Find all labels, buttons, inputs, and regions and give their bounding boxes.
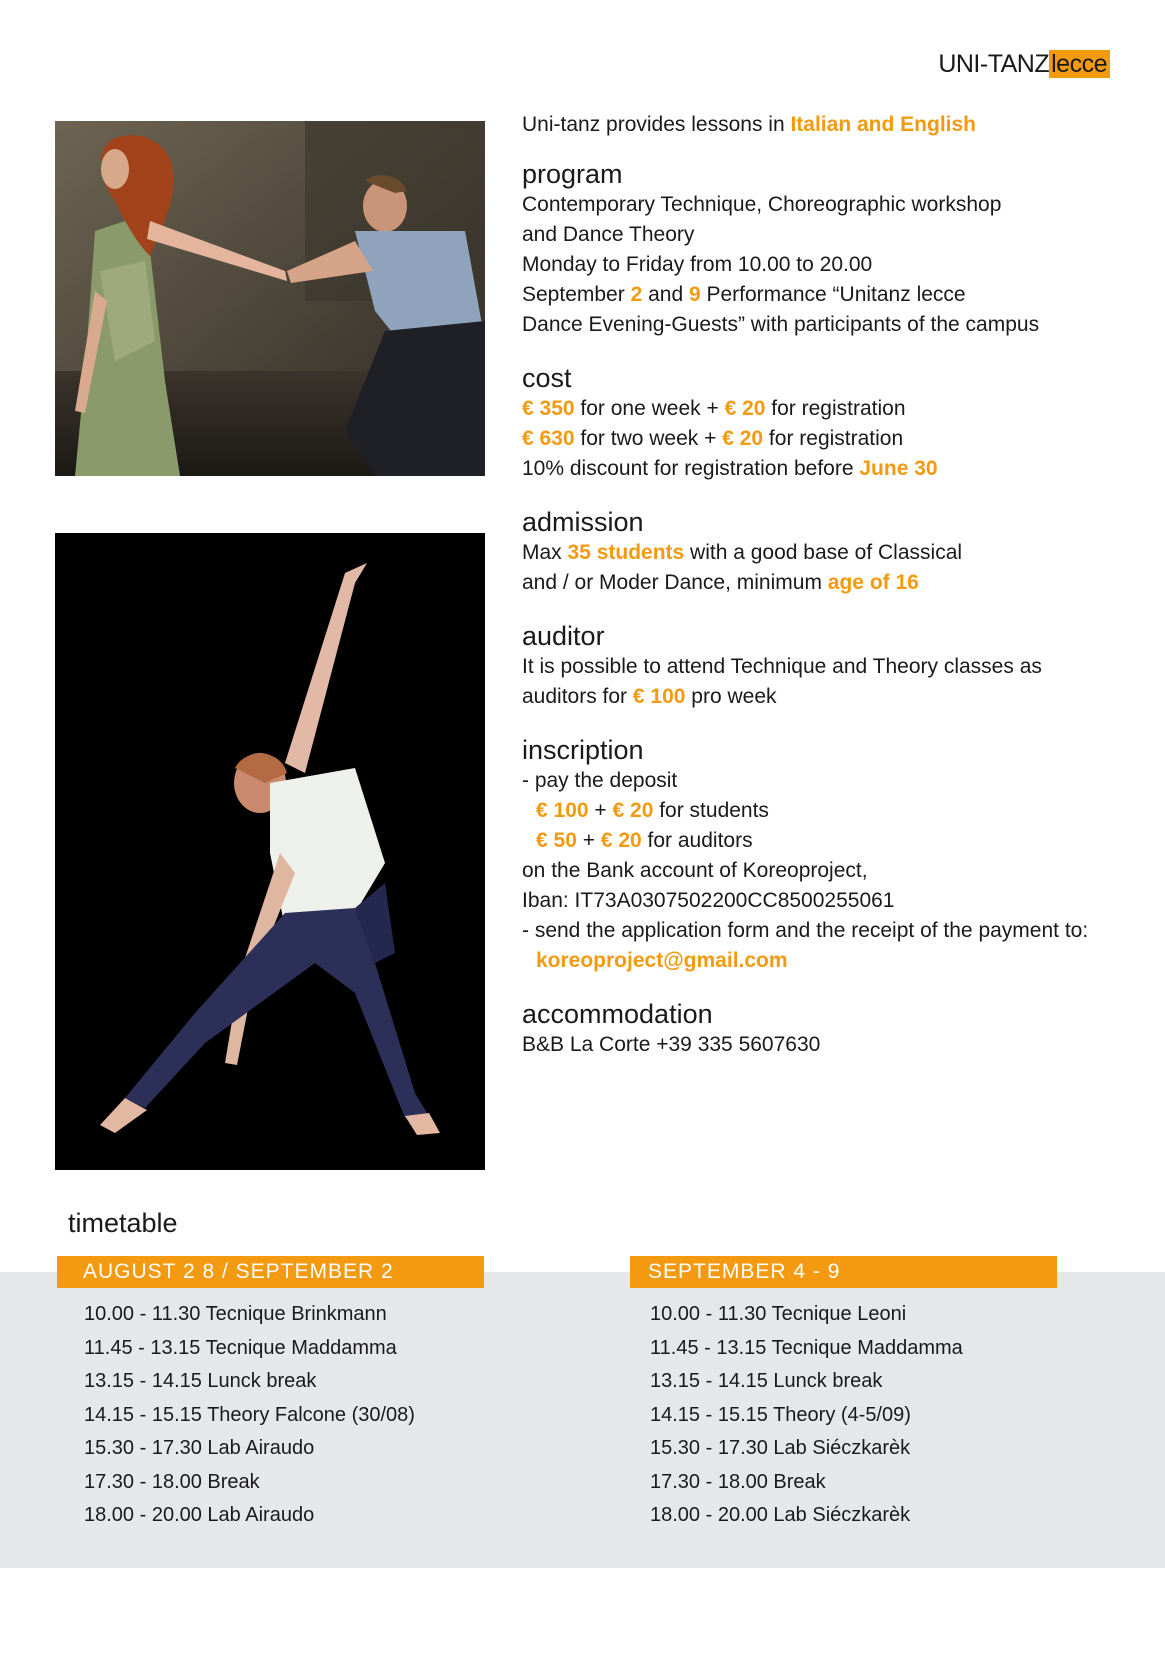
deposit-students-amount: € 100 — [536, 799, 589, 822]
deposit-auditors-amount: € 50 — [536, 829, 577, 852]
program-line-4-c: and — [642, 283, 689, 306]
duo-dancers-photo — [55, 121, 485, 476]
inscription-heading: inscription — [522, 735, 644, 765]
auditor-l2-a: auditors for — [522, 685, 633, 708]
deposit-students-label: for students — [653, 799, 769, 822]
program-line-4-e: Performance “Unitanz lecce — [700, 283, 966, 306]
admission-l1-c: with a good base of Classical — [684, 541, 963, 564]
inscription-email-line — [522, 946, 1137, 976]
schedule-row: 15.30 - 17.30 Lab Siéczkarèk — [650, 1437, 911, 1459]
program-heading: program — [522, 159, 623, 189]
brand-title — [938, 50, 1110, 79]
admission-line-1 — [522, 538, 1137, 568]
schedule-row: 14.15 - 15.15 Theory (4-5/09) — [650, 1403, 911, 1426]
cost-row-2-fee: € 20 — [722, 427, 764, 450]
inscription-send: - send the application form and the receipt of the payment to: — [522, 919, 1089, 942]
iban-label: Iban: — [522, 889, 575, 912]
auditor-line-1: It is possible to attend Technique and Theory classes as — [522, 655, 1042, 678]
solo-dancer-photo — [55, 533, 485, 1170]
schedule-row: 18.00 - 20.00 Lab Siéczkarèk — [650, 1504, 911, 1526]
auditor-heading: auditor — [522, 621, 605, 651]
schedule-row: 10.00 - 11.30 Tecnique Leoni — [650, 1303, 907, 1325]
auditor-line-2 — [522, 682, 1137, 712]
schedule-row: 18.00 - 20.00 Lab Airaudo — [84, 1504, 315, 1526]
deposit-students-plus: + — [588, 799, 613, 822]
iban-value: IT73A0307502200CC8500255061 — [574, 889, 895, 912]
deposit-auditors-plus: + — [576, 829, 601, 852]
schedule-row: 10.00 - 11.30 Tecnique Brinkmann — [84, 1303, 387, 1325]
inscription-students-deposit — [522, 796, 1137, 826]
program-line-3: Monday to Friday from 10.00 to 20.00 — [522, 253, 873, 276]
intro-text: Uni-tanz provides lessons in — [522, 113, 791, 136]
inscription-auditors-deposit — [522, 826, 1137, 856]
week1-schedule — [84, 1298, 415, 1533]
admission-min-age: age of 16 — [827, 571, 919, 594]
duo-dancers-illustration — [55, 121, 485, 476]
inscription-deposit: - pay the deposit — [522, 769, 678, 792]
cost-discount-date: June 30 — [859, 457, 938, 480]
deposit-students-fee: € 20 — [612, 799, 654, 822]
admission-max-students: 35 students — [567, 541, 685, 564]
program-line-4-a: September — [522, 283, 631, 306]
admission-heading: admission — [522, 507, 644, 537]
program-line-1: Contemporary Technique, Choreographic workshop — [522, 193, 1002, 216]
schedule-row: 15.30 - 17.30 Lab Airaudo — [84, 1437, 315, 1459]
timetable-title: timetable — [68, 1208, 178, 1238]
schedule-row: 11.45 - 13.15 Tecnique Maddamma — [84, 1336, 397, 1359]
admission-l1-a: Max — [522, 541, 568, 564]
schedule-row: 17.30 - 18.00 Break — [84, 1470, 260, 1493]
program-date-9: 9 — [688, 283, 701, 306]
cost-heading: cost — [522, 363, 572, 393]
cost-discount — [522, 454, 1137, 484]
cost-row-1 — [522, 394, 1137, 424]
contact-email-link[interactable]: koreoproject@gmail.com — [536, 949, 788, 972]
info-column — [522, 110, 1137, 1060]
inscription-iban-line — [522, 886, 1137, 916]
schedule-row: 13.15 - 14.15 Lunck break — [650, 1370, 883, 1392]
admission-line-2 — [522, 568, 1137, 598]
week1-header: AUGUST 2 8 / SEPTEMBER 2 — [57, 1256, 484, 1288]
brand-city: lecce — [1049, 50, 1110, 78]
program-line-2: and Dance Theory — [522, 223, 695, 246]
inscription-bank: on the Bank account of Koreoproject, — [522, 859, 868, 882]
deposit-auditors-label: for auditors — [641, 829, 753, 852]
week2-header: SEPTEMBER 4 - 9 — [630, 1256, 1057, 1288]
schedule-row: 11.45 - 13.15 Tecnique Maddamma — [650, 1336, 963, 1359]
schedule-row: 17.30 - 18.00 Break — [650, 1470, 826, 1493]
cost-row-2-mid: for two week + — [574, 427, 723, 450]
cost-row-1-fee: € 20 — [724, 397, 766, 420]
cost-row-1-mid: for one week + — [574, 397, 725, 420]
solo-dancer-illustration — [55, 533, 485, 1170]
program-line-5: Dance Evening-Guests” with participants of the campus — [522, 313, 1040, 336]
schedule-row: 13.15 - 14.15 Lunck break — [84, 1370, 317, 1392]
program-date-2: 2 — [630, 283, 643, 306]
cost-row-2 — [522, 424, 1137, 454]
cost-row-2-end: for registration — [763, 427, 904, 450]
intro-line — [522, 110, 1137, 140]
week2-schedule — [650, 1298, 963, 1533]
accommodation-line: B&B La Corte +39 335 5607630 — [522, 1033, 821, 1056]
deposit-auditors-fee: € 20 — [600, 829, 642, 852]
brand-name: UNI-TANZ — [938, 50, 1050, 78]
cost-one-week-price: € 350 — [522, 397, 575, 420]
schedule-row: 14.15 - 15.15 Theory Falcone (30/08) — [84, 1403, 415, 1426]
program-line-4 — [522, 280, 1137, 310]
cost-two-week-price: € 630 — [522, 427, 575, 450]
cost-row-1-end: for registration — [765, 397, 906, 420]
auditor-price: € 100 — [632, 685, 686, 708]
intro-languages: Italian and English — [790, 113, 976, 136]
cost-discount-text: 10% discount for registration before — [522, 457, 860, 480]
admission-l2-a: and / or Moder Dance, minimum — [522, 571, 828, 594]
auditor-l2-c: pro week — [685, 685, 777, 708]
accommodation-heading: accommodation — [522, 999, 713, 1029]
